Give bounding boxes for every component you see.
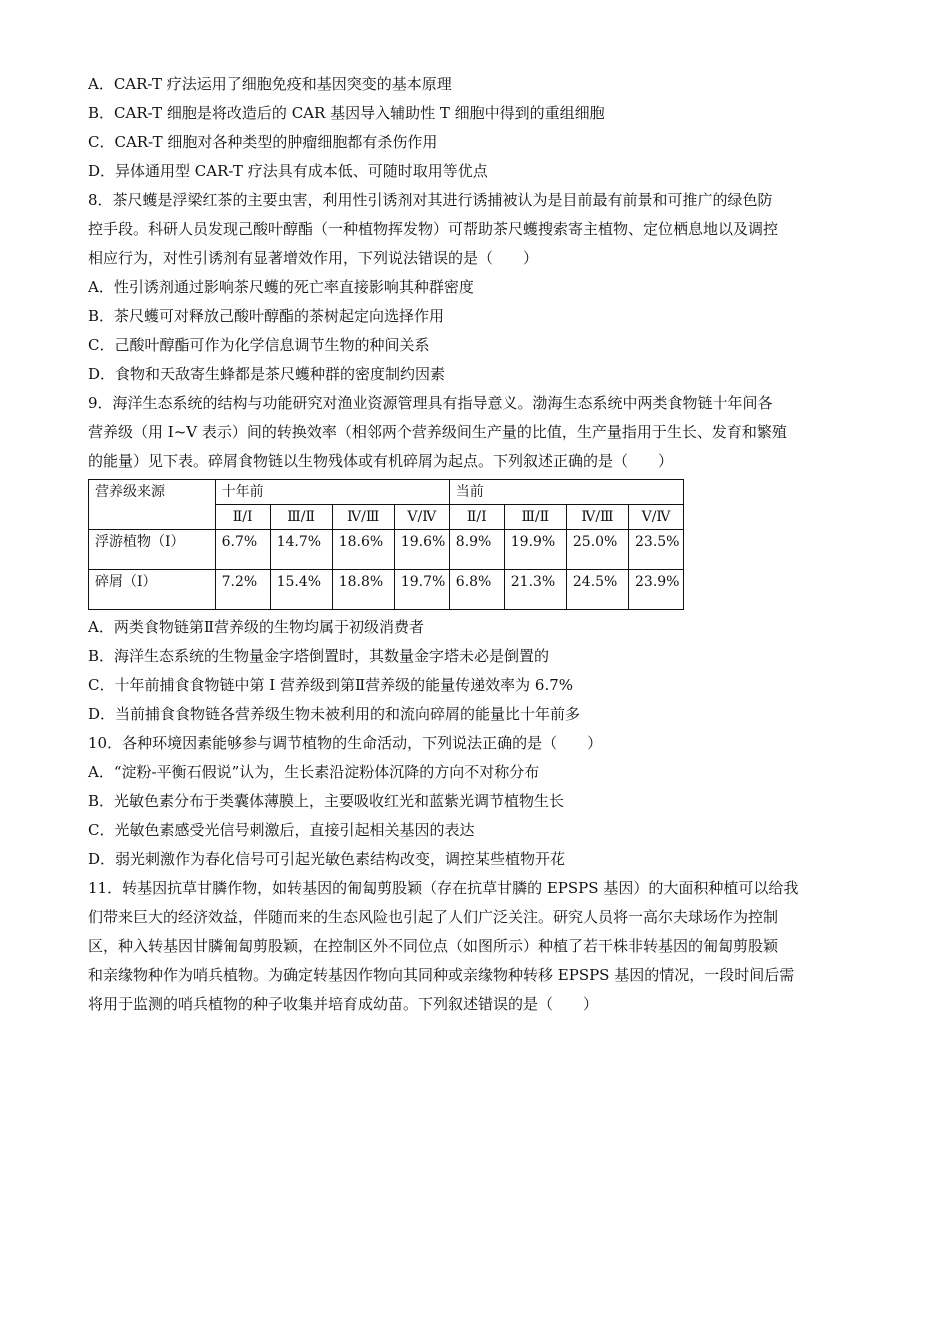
row-label: 浮游植物（I） <box>89 530 216 570</box>
table-cell: 19.9% <box>504 530 566 570</box>
q8-stem-line-2: 控手段。科研人员发现己酸叶醇酯（一种植物挥发物）可帮助茶尺蠖搜索寄主植物、定位栖息地以及调控 <box>88 220 779 238</box>
q8-stem-line-3: 相应行为，对性引诱剂有显著增效作用，下列说法错误的是（ ） <box>88 249 539 267</box>
table-cell: 18.8% <box>332 570 394 610</box>
exam-page <box>88 70 868 1019</box>
table-cell: 21.3% <box>504 570 566 610</box>
group-now-header: 当前 <box>449 480 683 505</box>
table-cell: 19.6% <box>394 530 449 570</box>
table-cell: 19.7% <box>394 570 449 610</box>
ratio-header: Ⅲ/Ⅱ <box>504 505 566 530</box>
q10-option-c: C．光敏色素感受光信号刺激后，直接引起相关基因的表达 <box>88 821 475 839</box>
q10-option-d: D．弱光刺激作为春化信号可引起光敏色素结构改变，调控某些植物开花 <box>88 850 566 868</box>
q11-stem-line-4: 和亲缘物种作为哨兵植物。为确定转基因作物向其同种或亲缘物种转移 EPSPS 基因的情况，一段时间后需 <box>88 966 795 984</box>
q8-option-c: C．己酸叶醇酯可作为化学信息调节生物的种间关系 <box>88 336 430 354</box>
q9-option-a: A．两类食物链第Ⅱ营养级的生物均属于初级消费者 <box>88 618 425 636</box>
table-cell: 24.5% <box>566 570 628 610</box>
table-cell: 14.7% <box>270 530 332 570</box>
ratio-header: Ⅱ/Ⅰ <box>215 505 270 530</box>
ratio-header: Ⅳ/Ⅲ <box>332 505 394 530</box>
q9-option-b: B．海洋生态系统的生物量金字塔倒置时，其数量金字塔未必是倒置的 <box>88 647 550 665</box>
q7-option-d: D．异体通用型 CAR-T 疗法具有成本低、可随时取用等优点 <box>88 162 488 180</box>
q9-efficiency-table-wrap <box>88 479 868 610</box>
table-header-row <box>89 480 684 505</box>
row-label: 碎屑（I） <box>89 570 216 610</box>
table-cell: 23.9% <box>629 570 684 610</box>
q8-stem-line-1: 8．茶尺蠖是浮梁红茶的主要虫害，利用性引诱剂对其进行诱捕被认为是目前最有前景和可推广的绿色防 <box>88 191 773 209</box>
table-cell: 15.4% <box>270 570 332 610</box>
ratio-header: Ⅱ/Ⅰ <box>449 505 504 530</box>
source-header: 营养级来源 <box>89 480 216 530</box>
ratio-header: Ⅲ/Ⅱ <box>270 505 332 530</box>
q11-stem-line-3: 区，种入转基因甘膦匍匐剪股颖，在控制区外不同位点（如图所示）种植了若干株非转基因的匍匐剪股颖 <box>88 937 779 955</box>
q10-option-a: A．“淀粉-平衡石假说”认为，生长素沿淀粉体沉降的方向不对称分布 <box>88 763 540 781</box>
q7-option-b: B．CAR-T 细胞是将改造后的 CAR 基因导入辅助性 T 细胞中得到的重组细胞 <box>88 104 605 122</box>
q11-stem-line-2: 们带来巨大的经济效益，伴随而来的生态风险也引起了人们广泛关注。研究人员将一高尔夫球场作为控制 <box>88 908 779 926</box>
table-cell: 8.9% <box>449 530 504 570</box>
q9-stem-line-1: 9．海洋生态系统的结构与功能研究对渔业资源管理具有指导意义。渤海生态系统中两类食物链十年间各 <box>88 394 773 412</box>
q8-option-d: D．食物和天敌寄生蜂都是茶尺蠖种群的密度制约因素 <box>88 365 446 383</box>
table-cell: 25.0% <box>566 530 628 570</box>
q9-option-c: C．十年前捕食食物链中第 I 营养级到第Ⅱ营养级的能量传递效率为 6.7% <box>88 676 574 694</box>
q9-option-d: D．当前捕食食物链各营养级生物未被利用的和流向碎屑的能量比十年前多 <box>88 705 581 723</box>
group-before-header: 十年前 <box>215 480 449 505</box>
table-row <box>89 570 684 610</box>
q9-stem-line-3: 的能量）见下表。碎屑食物链以生物残体或有机碎屑为起点。下列叙述正确的是（ ） <box>88 452 674 470</box>
ratio-header: Ⅴ/Ⅳ <box>629 505 684 530</box>
q9-stem-line-2: 营养级（用 I~V 表示）间的转换效率（相邻两个营养级间生产量的比值，生产量指用于生长、发育和繁殖 <box>88 423 787 441</box>
table-cell: 18.6% <box>332 530 394 570</box>
ratio-header: Ⅳ/Ⅲ <box>566 505 628 530</box>
q7-option-a: A．CAR-T 疗法运用了细胞免疫和基因突变的基本原理 <box>88 75 452 93</box>
table-cell: 6.8% <box>449 570 504 610</box>
q10-option-b: B．光敏色素分布于类囊体薄膜上，主要吸收红光和蓝紫光调节植物生长 <box>88 792 565 810</box>
q11-stem-line-1: 11．转基因抗草甘膦作物，如转基因的匍匐剪股颖（存在抗草甘膦的 EPSPS 基因）的大面积种植可以给我 <box>88 879 799 897</box>
q11-stem-line-5: 将用于监测的哨兵植物的种子收集并培育成幼苗。下列叙述错误的是（ ） <box>88 995 599 1013</box>
table-row <box>89 530 684 570</box>
table-cell: 6.7% <box>215 530 270 570</box>
q9-efficiency-table <box>88 479 684 610</box>
table-cell: 7.2% <box>215 570 270 610</box>
q7-option-c: C．CAR-T 细胞对各种类型的肿瘤细胞都有杀伤作用 <box>88 133 438 151</box>
table-cell: 23.5% <box>629 530 684 570</box>
ratio-header: Ⅴ/Ⅳ <box>394 505 449 530</box>
q8-option-a: A．性引诱剂通过影响茶尺蠖的死亡率直接影响其种群密度 <box>88 278 474 296</box>
q10-stem: 10．各种环境因素能够参与调节植物的生命活动，下列说法正确的是（ ） <box>88 734 603 752</box>
q8-option-b: B．茶尺蠖可对释放己酸叶醇酯的茶树起定向选择作用 <box>88 307 445 325</box>
